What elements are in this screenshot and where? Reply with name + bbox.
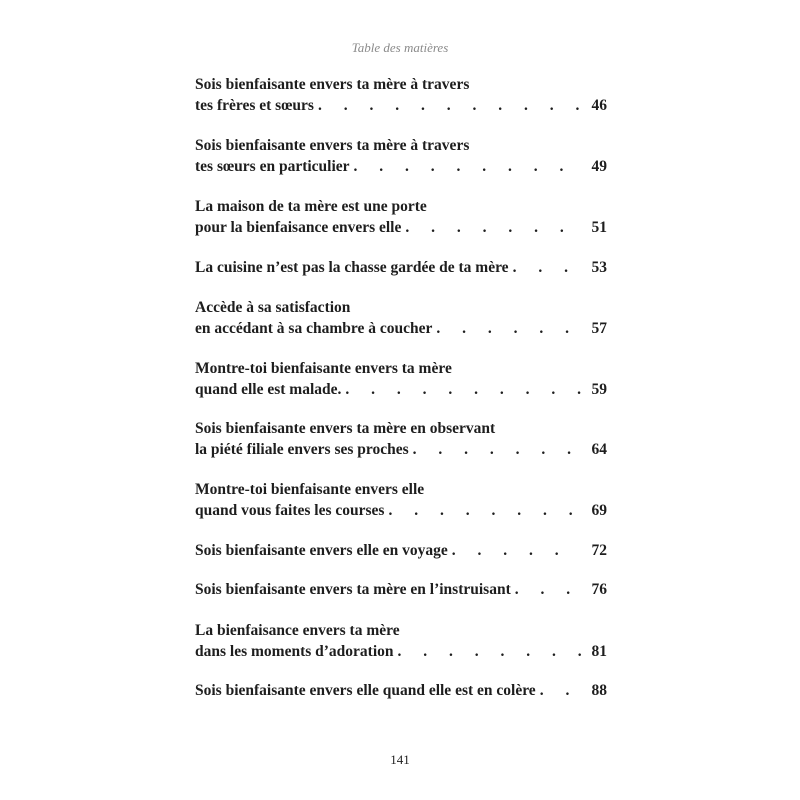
- toc-entry[interactable]: [195, 680, 607, 701]
- toc-entry-line: dans les moments d’adoration: [195, 643, 394, 660]
- toc-entry[interactable]: [195, 479, 607, 521]
- toc-entry-line: la piété filiale envers ses proches: [195, 441, 409, 458]
- toc-entry-line: quand vous faites les courses: [195, 502, 385, 519]
- page-number: 141: [390, 752, 410, 767]
- dot-leader: [515, 579, 581, 600]
- toc-entry[interactable]: [195, 358, 607, 400]
- toc-entry-line: tes sœurs en particulier: [195, 158, 350, 175]
- dot-leader: [436, 318, 581, 339]
- toc-entry-line: La maison de ta mère est une porte: [195, 198, 427, 215]
- toc-entry-line: Accède à sa satisfaction: [195, 299, 351, 316]
- toc-entry[interactable]: [195, 418, 607, 460]
- running-head: Table des matières: [351, 40, 449, 55]
- toc-page-number: 51: [591, 219, 607, 236]
- dot-leader: [405, 217, 581, 238]
- toc-entry-line: Sois bienfaisante envers ta mère en l’instruisant: [195, 581, 511, 598]
- toc-entry-line: tes frères et sœurs: [195, 97, 314, 114]
- toc-entry[interactable]: [195, 257, 607, 278]
- toc-entry[interactable]: [195, 74, 607, 116]
- toc-entry[interactable]: [195, 620, 607, 662]
- dot-leader: [398, 641, 581, 662]
- toc-page-number: 69: [591, 502, 607, 519]
- toc-entry[interactable]: [195, 579, 607, 600]
- toc-entry[interactable]: [195, 297, 607, 339]
- toc-entry-line: pour la bienfaisance envers elle: [195, 219, 402, 236]
- toc-entry-line: en accédant à sa chambre à coucher: [195, 320, 433, 337]
- dot-leader: [354, 156, 581, 177]
- toc-page-number: 53: [591, 259, 607, 276]
- toc-entry-line: quand elle est malade.: [195, 381, 342, 398]
- dot-leader: [452, 540, 581, 561]
- toc-page-number: 57: [591, 320, 607, 337]
- dot-leader: [345, 379, 581, 400]
- toc-entry[interactable]: [195, 196, 607, 238]
- toc-entry-line: Sois bienfaisante envers elle en voyage: [195, 542, 448, 559]
- dot-leader: [513, 257, 581, 278]
- toc-entry[interactable]: [195, 135, 607, 177]
- dot-leader: [388, 500, 581, 521]
- toc-page-number: 76: [591, 581, 607, 598]
- toc-entry-line: Montre-toi bienfaisante envers ta mère: [195, 360, 452, 377]
- toc-page-number: 46: [591, 97, 607, 114]
- toc-entry[interactable]: [195, 540, 607, 561]
- toc-entry-line: La cuisine n’est pas la chasse gardée de ta mère: [195, 259, 509, 276]
- dot-leader: [540, 680, 581, 701]
- toc-entry-line: Sois bienfaisante envers ta mère en observant: [195, 420, 496, 437]
- dot-leader: [318, 95, 581, 116]
- toc-page-number: 64: [591, 441, 607, 458]
- toc-page-number: 49: [591, 158, 607, 175]
- toc-entry-line: La bienfaisance envers ta mère: [195, 622, 400, 639]
- toc-page-number: 81: [591, 643, 607, 660]
- toc-entry-line: Sois bienfaisante envers ta mère à travers: [195, 137, 470, 154]
- toc-entry-line: Sois bienfaisante envers elle quand elle est en colère: [195, 682, 536, 699]
- dot-leader: [413, 439, 581, 460]
- toc-page-number: 59: [591, 381, 607, 398]
- toc-page-number: 72: [591, 542, 607, 559]
- toc-page-number: 88: [591, 682, 607, 699]
- toc-entry-line: Sois bienfaisante envers ta mère à travers: [195, 76, 470, 93]
- toc-entry-line: Montre-toi bienfaisante envers elle: [195, 481, 425, 498]
